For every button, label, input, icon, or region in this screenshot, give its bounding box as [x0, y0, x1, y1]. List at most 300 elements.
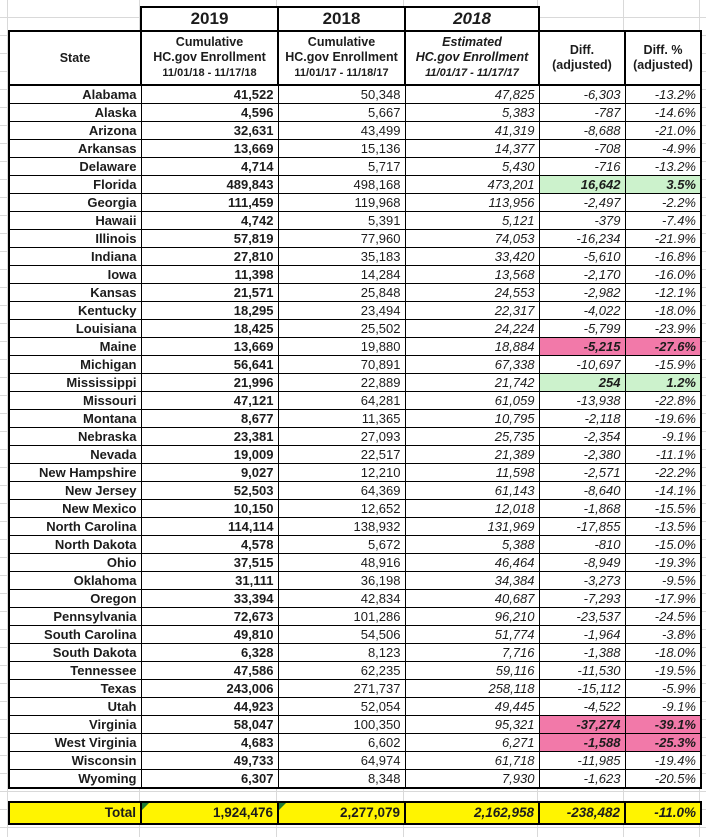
year-header-row: [9, 7, 701, 31]
cumulative-2019-cell[interactable]: 56,641: [141, 356, 278, 374]
state-cell[interactable]: North Dakota: [9, 536, 141, 554]
diff-adjusted-cell[interactable]: -1,964: [539, 626, 625, 644]
diff-pct-adjusted-cell[interactable]: 3.5%: [625, 176, 701, 194]
estimated-2018-cell[interactable]: 34,384: [405, 572, 539, 590]
diff-adjusted-cell[interactable]: -8,688: [539, 122, 625, 140]
estimated-2018-cell[interactable]: 5,388: [405, 536, 539, 554]
estimated-2018-cell[interactable]: 41,319: [405, 122, 539, 140]
cumulative-2019-cell[interactable]: 33,394: [141, 590, 278, 608]
empty-cell: [405, 788, 539, 802]
estimated-2018-column-header[interactable]: [405, 31, 539, 85]
diff-pct-adjusted-cell[interactable]: -13.2%: [625, 85, 701, 104]
cumulative-2018-cell[interactable]: 52,054: [278, 698, 405, 716]
cumulative-2018-cell[interactable]: 64,281: [278, 392, 405, 410]
state-cell[interactable]: Arizona: [9, 122, 141, 140]
cumulative-2018-cell[interactable]: 8,123: [278, 644, 405, 662]
empty-cell: [539, 788, 625, 802]
diff-adjusted-cell[interactable]: -708: [539, 140, 625, 158]
diff-pct-adjusted-cell[interactable]: -9.5%: [625, 572, 701, 590]
cumulative-2019-cell[interactable]: 489,843: [141, 176, 278, 194]
estimated-2018-cell[interactable]: 5,383: [405, 104, 539, 122]
diff-adjusted-cell[interactable]: -15,112: [539, 680, 625, 698]
state-cell[interactable]: Texas: [9, 680, 141, 698]
state-cell[interactable]: North Carolina: [9, 518, 141, 536]
diff-pct-adjusted-cell[interactable]: -39.1%: [625, 716, 701, 734]
cumulative-2019-cell[interactable]: 19,009: [141, 446, 278, 464]
table-row: [9, 662, 701, 680]
diff-adjusted-cell[interactable]: -2,354: [539, 428, 625, 446]
state-cell[interactable]: Virginia: [9, 716, 141, 734]
cumulative-2019-cell[interactable]: 111,459: [141, 194, 278, 212]
cumulative-2019-cell[interactable]: 21,996: [141, 374, 278, 392]
state-cell[interactable]: Maine: [9, 338, 141, 356]
estimated-2018-cell[interactable]: 46,464: [405, 554, 539, 572]
diff-pct-adjusted-cell[interactable]: -25.3%: [625, 734, 701, 752]
diff-adjusted-cell[interactable]: -3,273: [539, 572, 625, 590]
diff-adjusted-cell[interactable]: -11,985: [539, 752, 625, 770]
state-cell[interactable]: Illinois: [9, 230, 141, 248]
cumulative-2019-cell[interactable]: 49,810: [141, 626, 278, 644]
diff-adjusted-cell[interactable]: -1,623: [539, 770, 625, 789]
diff-pct-adjusted-cell[interactable]: -7.4%: [625, 212, 701, 230]
year-2019-header[interactable]: 2019: [141, 7, 278, 31]
cumulative-2019-cell[interactable]: 27,810: [141, 248, 278, 266]
column-header-row: [9, 31, 701, 85]
diff-adjusted-cell[interactable]: -11,530: [539, 662, 625, 680]
table-row: [9, 770, 701, 789]
cumulative-2019-cell[interactable]: 4,714: [141, 158, 278, 176]
estimated-2018-cell[interactable]: 12,018: [405, 500, 539, 518]
cumulative-2019-cell[interactable]: 32,631: [141, 122, 278, 140]
diff-adjusted-cell[interactable]: -16,234: [539, 230, 625, 248]
estimated-2018-cell[interactable]: 25,735: [405, 428, 539, 446]
table-row: [9, 734, 701, 752]
cumulative-2018-cell[interactable]: 271,737: [278, 680, 405, 698]
estimated-2018-cell[interactable]: 21,742: [405, 374, 539, 392]
estimated-2018-cell[interactable]: 473,201: [405, 176, 539, 194]
cumulative-2018-cell[interactable]: 64,974: [278, 752, 405, 770]
header-date-range: 11/01/17 - 11/17/17: [425, 67, 519, 79]
state-cell[interactable]: Louisiana: [9, 320, 141, 338]
total-diff-adjusted-cell[interactable]: -238,482: [539, 802, 625, 824]
header-line: Cumulative: [307, 35, 376, 49]
diff-adjusted-cell[interactable]: -5,799: [539, 320, 625, 338]
cumulative-2018-cell[interactable]: 35,183: [278, 248, 405, 266]
cumulative-2019-cell[interactable]: 4,683: [141, 734, 278, 752]
header-line: Diff. %: [643, 43, 683, 57]
diff-adjusted-cell[interactable]: -716: [539, 158, 625, 176]
diff-adjusted-cell[interactable]: -37,274: [539, 716, 625, 734]
table-row: [9, 608, 701, 626]
cumulative-2019-cell[interactable]: 18,425: [141, 320, 278, 338]
table-row: [9, 140, 701, 158]
diff-adjusted-cell[interactable]: -10,697: [539, 356, 625, 374]
total-cumulative-2019-cell[interactable]: [141, 802, 278, 824]
diff-adjusted-cell[interactable]: -810: [539, 536, 625, 554]
cumulative-2018-cell[interactable]: 119,968: [278, 194, 405, 212]
diff-adjusted-cell[interactable]: -4,022: [539, 302, 625, 320]
diff-adjusted-cell[interactable]: -2,118: [539, 410, 625, 428]
total-estimated-2018-cell[interactable]: 2,162,958: [405, 802, 539, 824]
cumulative-2019-cell[interactable]: 31,111: [141, 572, 278, 590]
state-cell[interactable]: Oregon: [9, 590, 141, 608]
state-cell[interactable]: Michigan: [9, 356, 141, 374]
state-cell[interactable]: Nevada: [9, 446, 141, 464]
table-row: [9, 482, 701, 500]
diff-pct-adjusted-cell[interactable]: -27.6%: [625, 338, 701, 356]
table-row: [9, 518, 701, 536]
estimated-2018-cell[interactable]: 40,687: [405, 590, 539, 608]
estimated-2018-cell[interactable]: 14,377: [405, 140, 539, 158]
diff-adjusted-cell[interactable]: -8,640: [539, 482, 625, 500]
diff-pct-adjusted-cell[interactable]: -14.6%: [625, 104, 701, 122]
estimated-2018-cell[interactable]: 13,568: [405, 266, 539, 284]
cumulative-2019-cell[interactable]: 9,027: [141, 464, 278, 482]
diff-adjusted-cell[interactable]: -6,303: [539, 85, 625, 104]
year-2018-estimated-header[interactable]: 2018: [405, 7, 539, 31]
cumulative-2018-cell[interactable]: 27,093: [278, 428, 405, 446]
diff-pct-adjusted-cell[interactable]: -13.5%: [625, 518, 701, 536]
state-cell[interactable]: New Jersey: [9, 482, 141, 500]
cumulative-2018-cell[interactable]: 8,348: [278, 770, 405, 789]
empty-cell: [9, 788, 141, 802]
table-row: [9, 392, 701, 410]
estimated-2018-cell[interactable]: 51,774: [405, 626, 539, 644]
cumulative-2018-cell[interactable]: 25,502: [278, 320, 405, 338]
header-line: Cumulative: [175, 35, 244, 49]
diff-pct-adjusted-cell[interactable]: -9.1%: [625, 428, 701, 446]
cumulative-2019-cell[interactable]: 58,047: [141, 716, 278, 734]
table-row: [9, 248, 701, 266]
estimated-2018-cell[interactable]: 5,430: [405, 158, 539, 176]
estimated-2018-cell[interactable]: 59,116: [405, 662, 539, 680]
total-cumulative-2018-cell[interactable]: [278, 802, 405, 824]
cumulative-2018-cell[interactable]: 22,889: [278, 374, 405, 392]
cumulative-2019-cell[interactable]: 6,328: [141, 644, 278, 662]
table-row: [9, 500, 701, 518]
cumulative-2019-cell[interactable]: 44,923: [141, 698, 278, 716]
cumulative-2019-cell[interactable]: 243,006: [141, 680, 278, 698]
state-cell[interactable]: Georgia: [9, 194, 141, 212]
cumulative-2019-cell[interactable]: 21,571: [141, 284, 278, 302]
diff-adjusted-cell[interactable]: -2,982: [539, 284, 625, 302]
state-cell[interactable]: Mississippi: [9, 374, 141, 392]
state-cell[interactable]: Nebraska: [9, 428, 141, 446]
diff-pct-adjusted-cell[interactable]: -22.8%: [625, 392, 701, 410]
state-cell[interactable]: Alaska: [9, 104, 141, 122]
cumulative-2018-cell[interactable]: 25,848: [278, 284, 405, 302]
estimated-2018-cell[interactable]: 96,210: [405, 608, 539, 626]
comment-indicator-icon: [279, 803, 286, 810]
estimated-2018-cell[interactable]: 33,420: [405, 248, 539, 266]
estimated-2018-cell[interactable]: 5,121: [405, 212, 539, 230]
state-cell[interactable]: Missouri: [9, 392, 141, 410]
diff-pct-adjusted-cell[interactable]: -18.0%: [625, 302, 701, 320]
diff-pct-adjusted-cell[interactable]: -15.5%: [625, 500, 701, 518]
cumulative-2019-cell[interactable]: 6,307: [141, 770, 278, 789]
cumulative-2019-cell[interactable]: 52,503: [141, 482, 278, 500]
empty-cell: [278, 788, 405, 802]
table-row: [9, 680, 701, 698]
cumulative-2018-cell[interactable]: 138,932: [278, 518, 405, 536]
diff-pct-adjusted-cell[interactable]: -17.9%: [625, 590, 701, 608]
cumulative-2018-cell[interactable]: 77,960: [278, 230, 405, 248]
diff-pct-adjusted-cell[interactable]: -23.9%: [625, 320, 701, 338]
estimated-2018-cell[interactable]: 49,445: [405, 698, 539, 716]
cumulative-2018-cell[interactable]: 6,602: [278, 734, 405, 752]
estimated-2018-cell[interactable]: 67,338: [405, 356, 539, 374]
cumulative-2018-column-header[interactable]: [278, 31, 405, 85]
table-row: [9, 122, 701, 140]
header-line: Diff.: [569, 43, 595, 57]
diff-pct-adjusted-cell[interactable]: -13.2%: [625, 158, 701, 176]
estimated-2018-cell[interactable]: 7,716: [405, 644, 539, 662]
state-cell[interactable]: Arkansas: [9, 140, 141, 158]
cumulative-2018-cell[interactable]: 498,168: [278, 176, 405, 194]
estimated-2018-cell[interactable]: 61,718: [405, 752, 539, 770]
diff-pct-adjusted-cell[interactable]: -16.0%: [625, 266, 701, 284]
diff-adjusted-cell[interactable]: -379: [539, 212, 625, 230]
estimated-2018-cell[interactable]: 21,389: [405, 446, 539, 464]
state-cell[interactable]: Delaware: [9, 158, 141, 176]
diff-pct-adjusted-cell[interactable]: -22.2%: [625, 464, 701, 482]
state-cell[interactable]: Kentucky: [9, 302, 141, 320]
cumulative-2019-cell[interactable]: 37,515: [141, 554, 278, 572]
diff-pct-adjusted-cell[interactable]: -4.9%: [625, 140, 701, 158]
estimated-2018-cell[interactable]: 95,321: [405, 716, 539, 734]
diff-pct-adjusted-cell[interactable]: -11.1%: [625, 446, 701, 464]
state-column-header[interactable]: [9, 31, 141, 85]
state-cell[interactable]: Oklahoma: [9, 572, 141, 590]
total-value: 2,277,079: [339, 805, 400, 820]
cumulative-2018-cell[interactable]: 5,717: [278, 158, 405, 176]
diff-adjusted-cell[interactable]: -1,868: [539, 500, 625, 518]
total-row: [9, 802, 701, 824]
diff-pct-adjusted-cell[interactable]: -21.0%: [625, 122, 701, 140]
cumulative-2019-column-header[interactable]: [141, 31, 278, 85]
cumulative-2019-cell[interactable]: 4,742: [141, 212, 278, 230]
table-row: [9, 590, 701, 608]
header-line: (adjusted): [633, 58, 693, 72]
cumulative-2018-cell[interactable]: 5,391: [278, 212, 405, 230]
diff-pct-adjusted-cell[interactable]: -21.9%: [625, 230, 701, 248]
diff-adjusted-cell[interactable]: 16,642: [539, 176, 625, 194]
diff-pct-adjusted-cell[interactable]: -15.0%: [625, 536, 701, 554]
table-row: [9, 302, 701, 320]
estimated-2018-cell[interactable]: 22,317: [405, 302, 539, 320]
diff-adjusted-cell[interactable]: -7,293: [539, 590, 625, 608]
diff-pct-adjusted-cell[interactable]: -24.5%: [625, 608, 701, 626]
cumulative-2018-cell[interactable]: 23,494: [278, 302, 405, 320]
state-cell[interactable]: Montana: [9, 410, 141, 428]
cumulative-2018-cell[interactable]: 100,350: [278, 716, 405, 734]
estimated-2018-cell[interactable]: 61,059: [405, 392, 539, 410]
diff-pct-adjusted-cell[interactable]: -3.8%: [625, 626, 701, 644]
estimated-2018-cell[interactable]: 11,598: [405, 464, 539, 482]
cumulative-2019-cell[interactable]: 72,673: [141, 608, 278, 626]
state-cell[interactable]: Florida: [9, 176, 141, 194]
estimated-2018-cell[interactable]: 61,143: [405, 482, 539, 500]
header-line: HC.gov Enrollment: [415, 50, 529, 64]
table-row: [9, 212, 701, 230]
cumulative-2018-cell[interactable]: 5,672: [278, 536, 405, 554]
diff-pct-adjusted-cell[interactable]: -15.9%: [625, 356, 701, 374]
year-2018-header[interactable]: 2018: [278, 7, 405, 31]
state-cell[interactable]: Pennsylvania: [9, 608, 141, 626]
diff-pct-adjusted-cell[interactable]: -5.9%: [625, 680, 701, 698]
diff-pct-adjusted-cell[interactable]: -19.5%: [625, 662, 701, 680]
state-cell[interactable]: South Carolina: [9, 626, 141, 644]
state-cell[interactable]: Wyoming: [9, 770, 141, 789]
diff-pct-adjusted-cell[interactable]: -2.2%: [625, 194, 701, 212]
state-cell[interactable]: West Virginia: [9, 734, 141, 752]
cumulative-2019-cell[interactable]: 114,114: [141, 518, 278, 536]
empty-cell: [625, 788, 701, 802]
diff-adjusted-cell[interactable]: -13,938: [539, 392, 625, 410]
header-line: Estimated: [442, 35, 502, 49]
diff-adjusted-cell[interactable]: -23,537: [539, 608, 625, 626]
table-row: [9, 446, 701, 464]
state-cell[interactable]: Iowa: [9, 266, 141, 284]
diff-adjusted-cell[interactable]: -17,855: [539, 518, 625, 536]
state-cell[interactable]: Ohio: [9, 554, 141, 572]
state-cell[interactable]: Hawaii: [9, 212, 141, 230]
empty-cell: [9, 7, 141, 31]
cumulative-2018-cell[interactable]: 64,369: [278, 482, 405, 500]
cumulative-2019-cell[interactable]: 13,669: [141, 140, 278, 158]
state-cell[interactable]: Utah: [9, 698, 141, 716]
empty-cell: [625, 7, 701, 31]
comment-indicator-icon: [142, 803, 149, 810]
cumulative-2019-cell[interactable]: 18,295: [141, 302, 278, 320]
estimated-2018-cell[interactable]: 24,553: [405, 284, 539, 302]
cumulative-2019-cell[interactable]: 57,819: [141, 230, 278, 248]
estimated-2018-cell[interactable]: 7,930: [405, 770, 539, 789]
total-diff-pct-adjusted-cell[interactable]: -11.0%: [625, 802, 701, 824]
cumulative-2018-cell[interactable]: 5,667: [278, 104, 405, 122]
cumulative-2018-cell[interactable]: 22,517: [278, 446, 405, 464]
cumulative-2018-cell[interactable]: 43,499: [278, 122, 405, 140]
estimated-2018-cell[interactable]: 6,271: [405, 734, 539, 752]
cumulative-2019-cell[interactable]: 10,150: [141, 500, 278, 518]
cumulative-2019-cell[interactable]: 8,677: [141, 410, 278, 428]
cumulative-2018-cell[interactable]: 48,916: [278, 554, 405, 572]
table-row: [9, 644, 701, 662]
cumulative-2018-cell[interactable]: 11,365: [278, 410, 405, 428]
cumulative-2019-cell[interactable]: 49,733: [141, 752, 278, 770]
table-row: [9, 752, 701, 770]
table-row: [9, 230, 701, 248]
diff-pct-adjusted-cell[interactable]: -20.5%: [625, 770, 701, 789]
estimated-2018-cell[interactable]: 131,969: [405, 518, 539, 536]
cumulative-2018-cell[interactable]: 62,235: [278, 662, 405, 680]
diff-pct-adjusted-cell[interactable]: -19.3%: [625, 554, 701, 572]
cumulative-2019-cell[interactable]: 47,586: [141, 662, 278, 680]
estimated-2018-cell[interactable]: 258,118: [405, 680, 539, 698]
estimated-2018-cell[interactable]: 24,224: [405, 320, 539, 338]
diff-pct-column-header[interactable]: [625, 31, 701, 85]
table-row: [9, 410, 701, 428]
estimated-2018-cell[interactable]: 18,884: [405, 338, 539, 356]
cumulative-2018-cell[interactable]: 50,348: [278, 85, 405, 104]
diff-pct-adjusted-cell[interactable]: -19.6%: [625, 410, 701, 428]
diff-adjusted-cell[interactable]: -787: [539, 104, 625, 122]
diff-adjusted-cell[interactable]: -2,497: [539, 194, 625, 212]
cumulative-2019-cell[interactable]: 4,596: [141, 104, 278, 122]
estimated-2018-cell[interactable]: 113,956: [405, 194, 539, 212]
state-cell[interactable]: New Mexico: [9, 500, 141, 518]
table-row: [9, 176, 701, 194]
diff-adjusted-cell[interactable]: -2,170: [539, 266, 625, 284]
diff-pct-adjusted-cell[interactable]: -18.0%: [625, 644, 701, 662]
table-row: [9, 266, 701, 284]
header-date-range: 11/01/17 - 11/18/17: [294, 67, 389, 79]
estimated-2018-cell[interactable]: 74,053: [405, 230, 539, 248]
cumulative-2018-cell[interactable]: 42,834: [278, 590, 405, 608]
cumulative-2018-cell[interactable]: 12,652: [278, 500, 405, 518]
state-cell[interactable]: New Hampshire: [9, 464, 141, 482]
table-row: [9, 104, 701, 122]
cumulative-2019-cell[interactable]: 4,578: [141, 536, 278, 554]
cumulative-2018-cell[interactable]: 19,880: [278, 338, 405, 356]
spacer-row: [9, 788, 701, 802]
diff-adjusted-cell[interactable]: -5,215: [539, 338, 625, 356]
cumulative-2019-cell[interactable]: 41,522: [141, 85, 278, 104]
diff-adjusted-cell[interactable]: -4,522: [539, 698, 625, 716]
total-value: 1,924,476: [212, 805, 273, 820]
cumulative-2018-cell[interactable]: 54,506: [278, 626, 405, 644]
diff-pct-adjusted-cell[interactable]: -9.1%: [625, 698, 701, 716]
state-cell[interactable]: South Dakota: [9, 644, 141, 662]
cumulative-2018-cell[interactable]: 36,198: [278, 572, 405, 590]
diff-pct-adjusted-cell[interactable]: -12.1%: [625, 284, 701, 302]
diff-pct-adjusted-cell[interactable]: -19.4%: [625, 752, 701, 770]
cumulative-2019-cell[interactable]: 47,121: [141, 392, 278, 410]
cumulative-2018-cell[interactable]: 70,891: [278, 356, 405, 374]
cumulative-2018-cell[interactable]: 101,286: [278, 608, 405, 626]
diff-pct-adjusted-cell[interactable]: -16.8%: [625, 248, 701, 266]
cumulative-2018-cell[interactable]: 15,136: [278, 140, 405, 158]
diff-pct-adjusted-cell[interactable]: 1.2%: [625, 374, 701, 392]
table-body: [9, 85, 701, 788]
diff-adjusted-cell[interactable]: -1,388: [539, 644, 625, 662]
diff-adjusted-cell[interactable]: -1,588: [539, 734, 625, 752]
diff-adjusted-cell[interactable]: 254: [539, 374, 625, 392]
diff-adjusted-cell[interactable]: -2,571: [539, 464, 625, 482]
diff-adjusted-cell[interactable]: -5,610: [539, 248, 625, 266]
diff-adjusted-cell[interactable]: -8,949: [539, 554, 625, 572]
state-cell[interactable]: Tennessee: [9, 662, 141, 680]
cumulative-2018-cell[interactable]: 12,210: [278, 464, 405, 482]
cumulative-2019-cell[interactable]: 11,398: [141, 266, 278, 284]
table-row: [9, 338, 701, 356]
cumulative-2019-cell[interactable]: 23,381: [141, 428, 278, 446]
state-cell[interactable]: Indiana: [9, 248, 141, 266]
state-cell[interactable]: Kansas: [9, 284, 141, 302]
table-row: [9, 536, 701, 554]
state-cell[interactable]: Wisconsin: [9, 752, 141, 770]
diff-column-header[interactable]: [539, 31, 625, 85]
state-cell[interactable]: Alabama: [9, 85, 141, 104]
diff-adjusted-cell[interactable]: -2,380: [539, 446, 625, 464]
estimated-2018-cell[interactable]: 10,795: [405, 410, 539, 428]
cumulative-2018-cell[interactable]: 14,284: [278, 266, 405, 284]
diff-pct-adjusted-cell[interactable]: -14.1%: [625, 482, 701, 500]
header-line: (adjusted): [552, 58, 612, 72]
total-label-cell[interactable]: Total: [9, 802, 141, 824]
cumulative-2019-cell[interactable]: 13,669: [141, 338, 278, 356]
estimated-2018-cell[interactable]: 47,825: [405, 85, 539, 104]
